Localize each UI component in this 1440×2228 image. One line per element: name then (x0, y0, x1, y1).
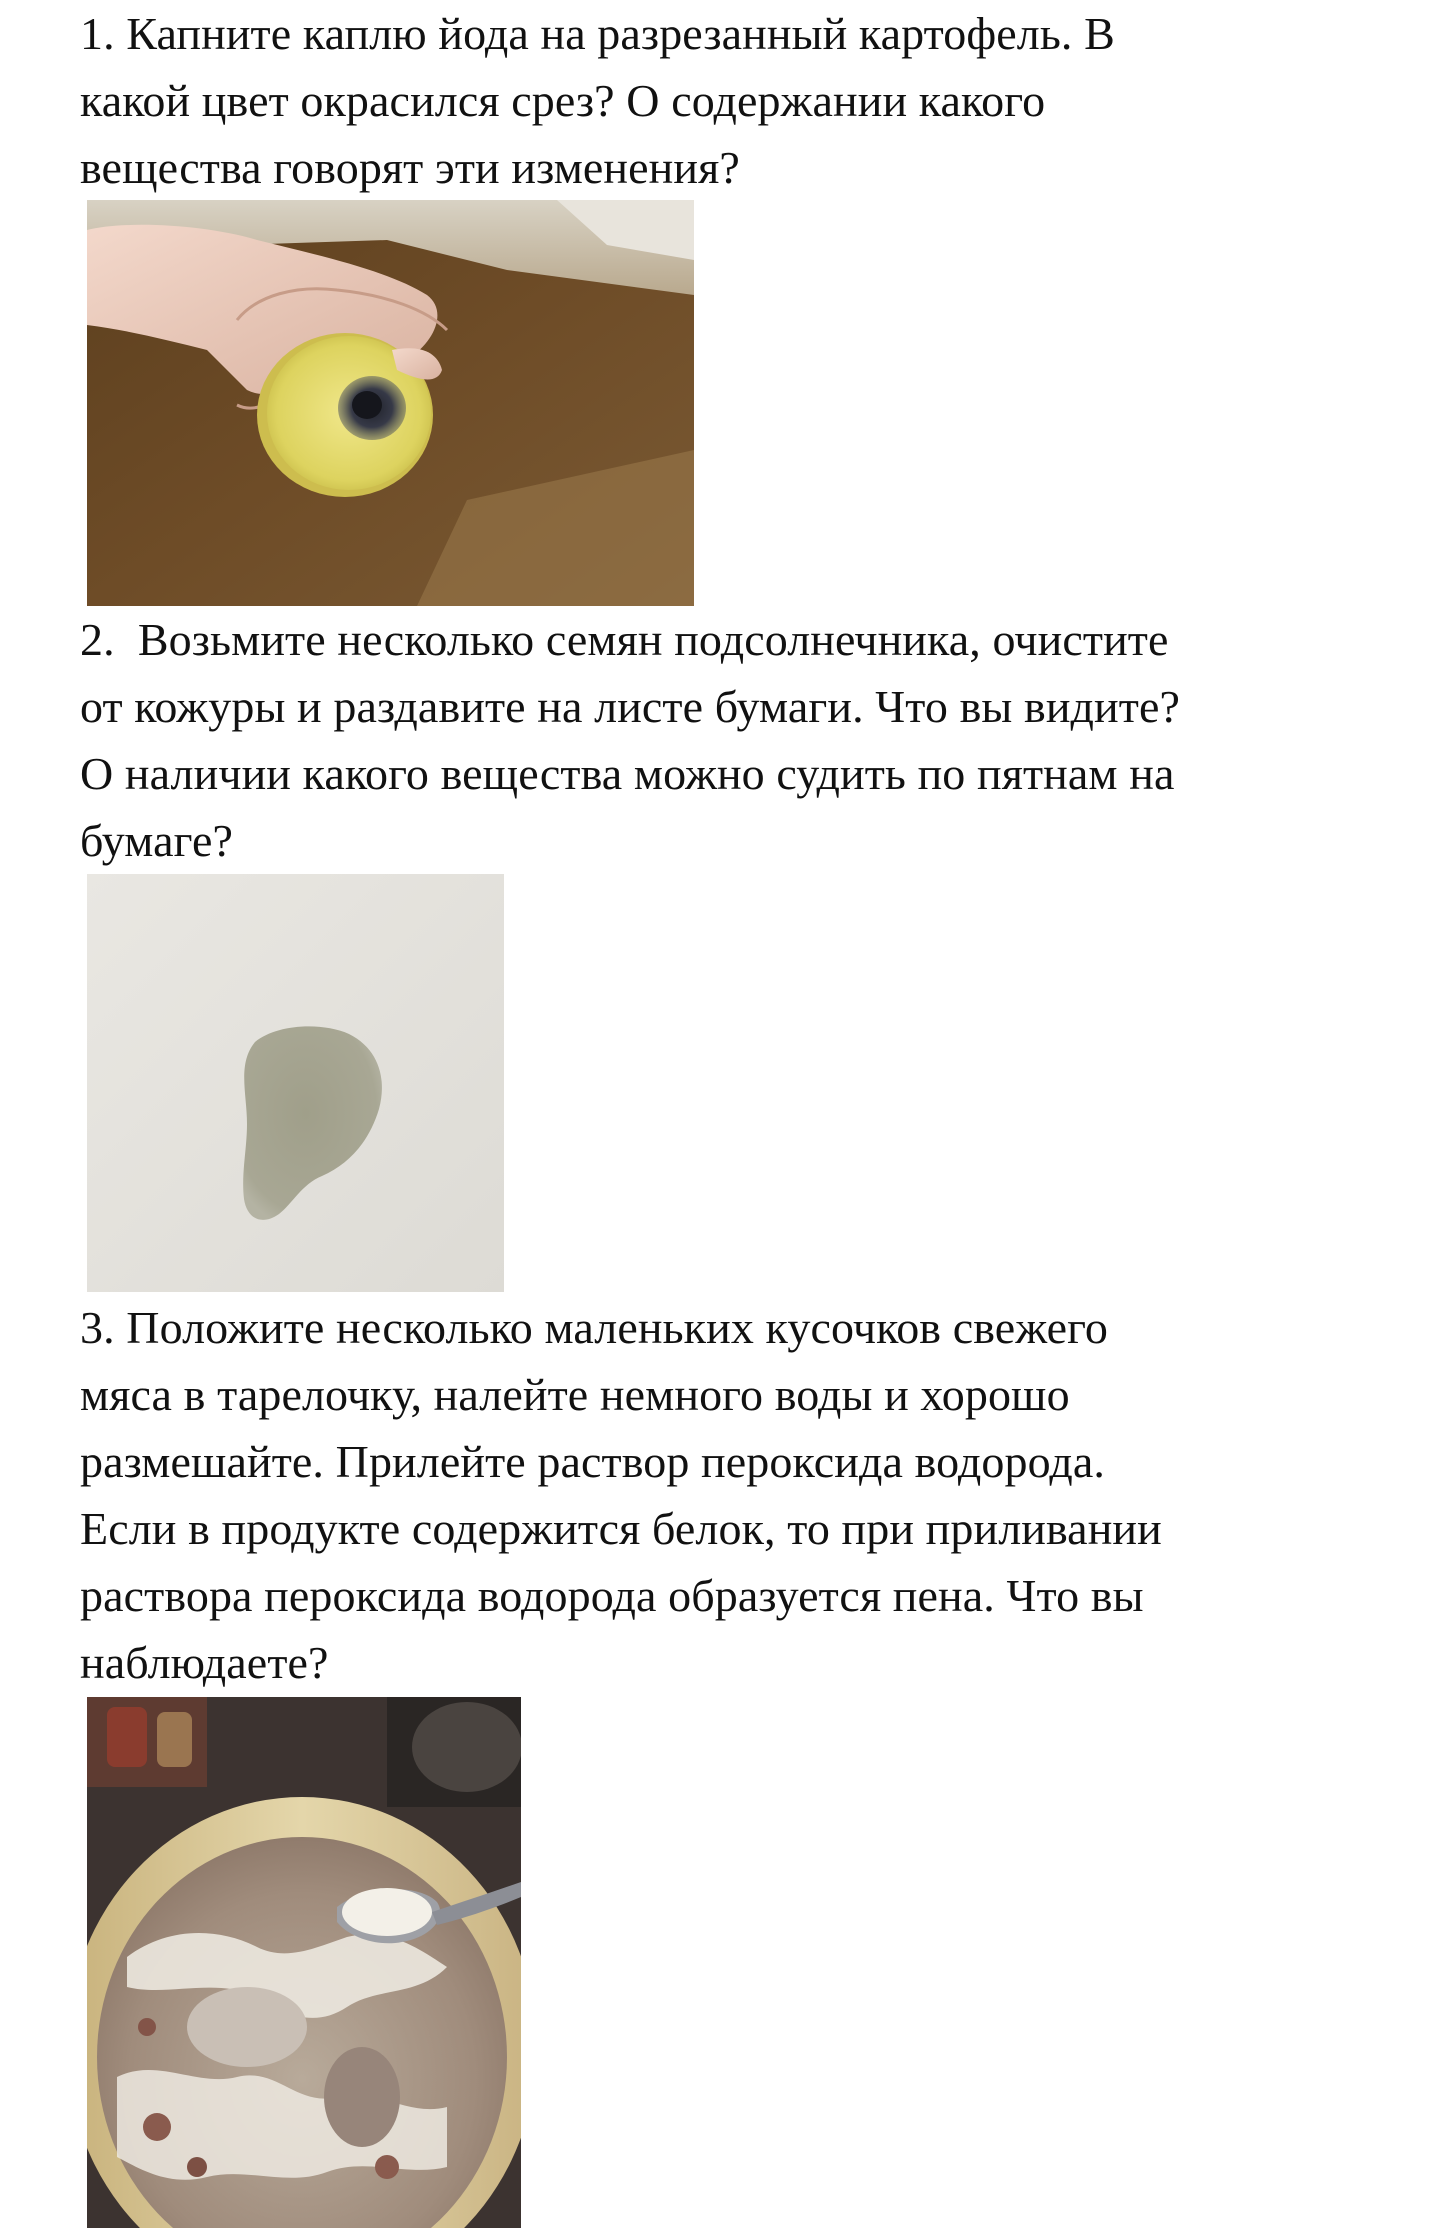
meat-foam-photo (87, 1697, 521, 2228)
oil-stain-photo (87, 874, 504, 1292)
potato-iodine-photo (87, 200, 694, 606)
task-2-text: 2. Возьмите несколько семян подсолнечника, очистите от кожуры и раздавите на листе бумаги. Что вы видите? О наличии какого вещества можно судить по пятнам на бумаге? (80, 614, 1181, 866)
task-3-text: 3. Положите несколько маленьких кусочков свежего мяса в тарелочку, налейте немного воды и хорошо размешайте. Прилейте раствор пероксида водорода. Если в продукте содержится белок, то при приливании раствора пероксида водорода образуется пена. Что вы наблюдаете? (80, 1302, 1162, 1688)
task-1-text: 1. Капните каплю йода на разрезанный картофель. В какой цвет окрасился срез? О содержании какого вещества говорят эти изменения? (80, 8, 1115, 193)
